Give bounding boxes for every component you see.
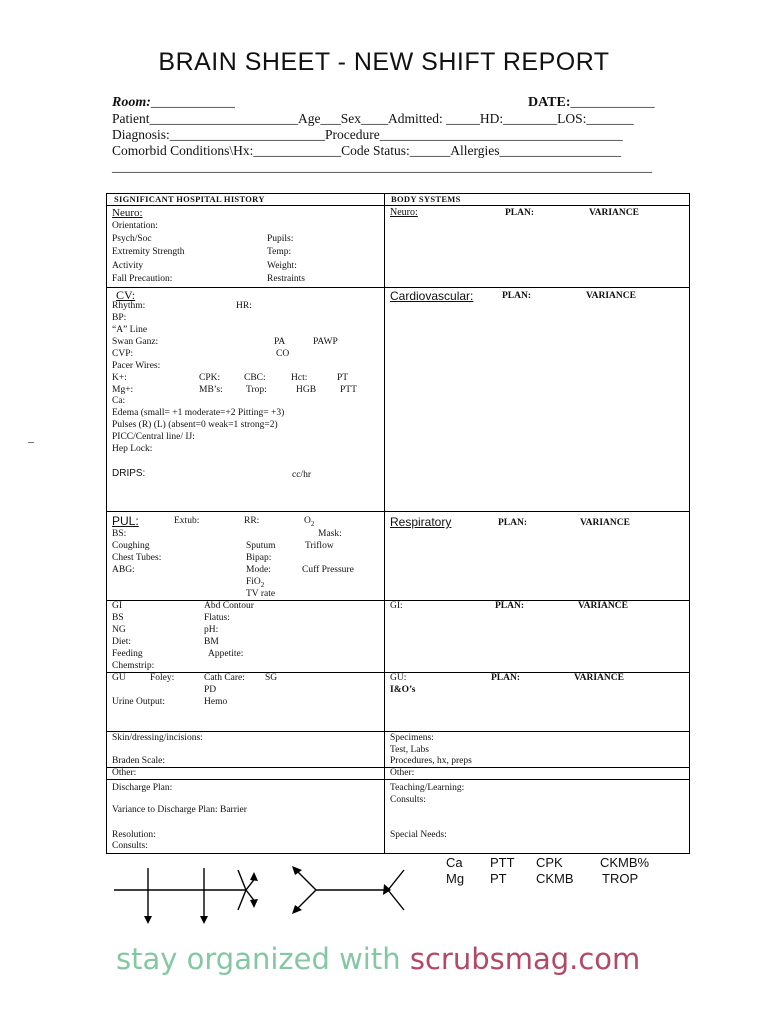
row-rule <box>106 511 690 512</box>
hct-label: Hct: <box>291 373 308 383</box>
other-left-label: Other: <box>112 768 137 778</box>
neuro-right-title: Neuro: <box>390 207 418 218</box>
consults-left-label: Consults: <box>112 841 148 851</box>
respiratory-title: Respiratory <box>390 515 452 529</box>
special-needs-label: Special Needs: <box>390 830 447 840</box>
appetite-label: Appetite: <box>208 649 244 659</box>
hr-label: HR: <box>236 301 252 311</box>
patient-line[interactable]: Patient______________________Age___Sex____Admitted: _____HD:________LOS:_______ <box>112 111 634 126</box>
ca-label: Ca: <box>112 396 126 406</box>
fio2-label: FiO$_2$ <box>246 577 265 589</box>
coughing-label: Coughing <box>112 541 150 551</box>
k-label: K+: <box>112 373 127 383</box>
feeding-label: Feeding <box>112 649 143 659</box>
cv-title: CV: <box>116 288 136 302</box>
skin-label: Skin/dressing/incisions: <box>112 733 203 743</box>
resp-variance: VARIANCE <box>580 518 630 528</box>
pacer-label: Pacer Wires: <box>112 361 161 371</box>
sg-label: SG <box>265 673 278 683</box>
row-rule <box>106 205 690 206</box>
chest-tubes-label: Chest Tubes: <box>112 553 162 563</box>
lab-mg: Mg <box>446 871 465 886</box>
triflow-label: Triflow <box>305 541 334 551</box>
row-rule <box>106 779 690 780</box>
page-title: BRAIN SHEET - NEW SHIFT REPORT <box>158 48 610 76</box>
extremity-label: Extremity Strength <box>112 247 185 257</box>
comorbid-line[interactable]: Comorbid Conditions\Hx:_____________Code Status:______Allergies__________________ <box>112 143 622 158</box>
margin-mark: – <box>28 434 34 448</box>
bs-label: BS: <box>112 529 127 539</box>
trop-label: Trop: <box>246 385 267 395</box>
urine-label: Urine Output: <box>112 697 166 707</box>
lab-ckmb: CKMB <box>536 871 574 886</box>
specimens-label: Specimens: <box>390 733 434 743</box>
cbc-label: CBC: <box>244 373 266 383</box>
cath-label: Cath Care: <box>204 673 245 683</box>
gi-right-title: GI: <box>390 601 403 611</box>
room-label: Room:____________ <box>112 95 235 110</box>
blank-line[interactable]: ________________________________________________________________________________ <box>112 159 652 174</box>
cardio-title: Cardiovascular: <box>390 289 474 303</box>
cuff-label: Cuff Pressure <box>302 565 354 575</box>
discharge-variance-label: Variance to Discharge Plan: Barrier <box>112 805 247 815</box>
bp-label: BP: <box>112 313 127 323</box>
lab-trop: TROP <box>602 871 639 886</box>
diet-label: Diet: <box>112 637 131 647</box>
pul-title: PUL: <box>112 514 139 528</box>
mask-label: Mask: <box>318 529 342 539</box>
gu-right-title: GU: <box>390 673 407 683</box>
activity-label: Activity <box>112 261 144 271</box>
flatus-label: Flatus: <box>204 613 230 623</box>
swan-label: Swan Ganz: <box>112 337 159 347</box>
pd-label: PD <box>204 685 217 695</box>
ph-label: pH: <box>204 625 219 635</box>
date-label: DATE:____________ <box>528 95 655 110</box>
drips-label: DRIPS: <box>112 468 146 479</box>
sputum-label: Sputum <box>246 541 276 551</box>
foley-label: Foley: <box>150 673 175 683</box>
pulses-label: Pulses (R) (L) (absent=0 weak=1 strong=2) <box>112 420 278 430</box>
history-heading: SIGNIFICANT HOSPITAL HISTORY <box>114 194 265 204</box>
bm-label: BM <box>204 637 219 647</box>
mg-label: Mg+: <box>112 385 134 395</box>
gi-bs-label: BS <box>112 613 124 623</box>
mode-label: Mode: <box>246 565 271 575</box>
braden-label: Braden Scale: <box>112 756 166 766</box>
tests-label: Test, Labs <box>390 745 429 755</box>
neuro-title: Neuro: <box>112 207 143 219</box>
gi-variance: VARIANCE <box>578 601 628 611</box>
pawp-label: PAWP <box>313 337 338 347</box>
pa-label: PA <box>274 337 286 347</box>
ng-label: NG <box>112 625 126 635</box>
hep-label: Hep Lock: <box>112 444 153 454</box>
lab-cpk: CPK <box>536 855 563 870</box>
pupils-label: Pupils: <box>267 234 294 244</box>
lab-ca: Ca <box>446 855 463 870</box>
row-rule <box>106 287 690 288</box>
tv-rate-label: TV rate <box>246 589 276 599</box>
hgb-label: HGB <box>296 385 317 395</box>
neuro-plan: PLAN: <box>505 208 535 218</box>
rr-label: RR: <box>244 516 260 526</box>
edema-label: Edema (small= +1 moderate=+2 Pitting= +3) <box>112 408 285 418</box>
o2-label: $O_2$ <box>304 516 315 528</box>
abg-label: ABG: <box>112 565 135 575</box>
cchr-label: cc/hr <box>292 470 311 480</box>
body-systems-heading: BODY SYSTEMS <box>391 194 461 204</box>
teaching-label: Teaching/Learning: <box>390 783 465 793</box>
cvp-label: CVP: <box>112 349 134 359</box>
psych-label: Psych/Soc <box>112 234 152 244</box>
fall-label: Fall Precaution: <box>112 274 173 284</box>
rhythm-label: Rhythm: <box>112 301 146 311</box>
discharge-plan-label: Discharge Plan: <box>112 783 173 793</box>
ptt-label: PTT <box>340 385 357 395</box>
footer-tagline: stay organized with scrubsmag.com <box>116 942 641 976</box>
procedures-label: Procedures, hx, preps <box>390 756 472 766</box>
cpk-label: CPK: <box>199 373 221 383</box>
restraints-label: Restraints <box>267 274 305 284</box>
resolution-label: Resolution: <box>112 830 156 840</box>
extub-label: Extub: <box>174 516 200 526</box>
diagnosis-line[interactable]: Diagnosis:_______________________Procedure____________________________________ <box>112 127 623 142</box>
column-divider <box>384 193 385 854</box>
lab-fishbone-diagram <box>108 862 428 932</box>
temp-label: Temp: <box>267 247 292 257</box>
mbs-label: MB’s: <box>199 385 223 395</box>
lab-ckmb-pct: CKMB% <box>600 855 650 870</box>
lab-pt: PT <box>490 871 507 886</box>
other-right-label: Other: <box>390 768 415 778</box>
pt-label: PT <box>337 373 349 383</box>
gu-plan: PLAN: <box>491 673 521 683</box>
cardio-variance: VARIANCE <box>586 291 636 301</box>
consults-right-label: Consults: <box>390 795 426 805</box>
brand-logo-text[interactable]: scrubsmag.com <box>409 942 641 976</box>
co-label: CO <box>276 349 290 359</box>
resp-plan: PLAN: <box>498 518 528 528</box>
lab-ptt: PTT <box>490 855 515 870</box>
picc-label: PICC/Central line/ IJ: <box>112 432 195 442</box>
bipap-label: Bipap: <box>246 553 272 563</box>
hemo-label: Hemo <box>204 697 228 707</box>
cardio-plan: PLAN: <box>502 291 532 301</box>
chemstrip-label: Chemstrip: <box>112 661 155 671</box>
row-rule <box>106 731 690 732</box>
io-label: I&O’s <box>390 685 416 695</box>
gi-plan: PLAN: <box>495 601 525 611</box>
gu-title: GU <box>112 673 126 683</box>
gi-title: GI <box>112 601 123 611</box>
aline-label: “A” Line <box>112 325 148 335</box>
weight-label: Weight: <box>267 261 297 271</box>
abd-label: Abd Contour <box>204 601 254 611</box>
orientation-label: Orientation: <box>112 221 158 231</box>
gu-variance: VARIANCE <box>574 673 624 683</box>
neuro-variance: VARIANCE <box>589 208 639 218</box>
